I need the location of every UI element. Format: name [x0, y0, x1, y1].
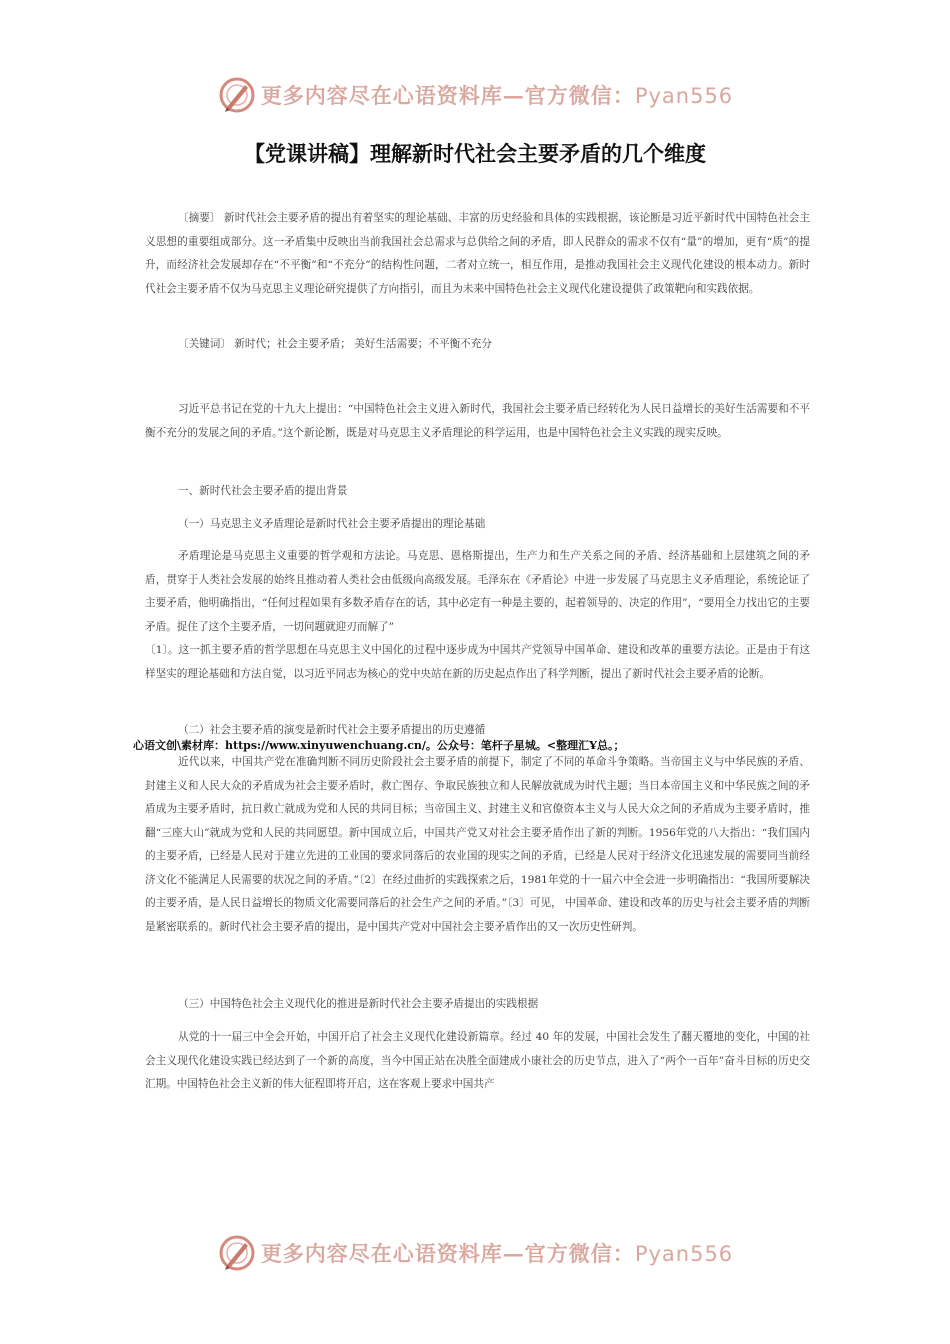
pen-circle-logo-icon [217, 1233, 257, 1273]
subsection-heading: （一）马克思主义矛盾理论是新时代社会主要矛盾提出的理论基础 [178, 518, 486, 530]
banner-text-cn: 更多内容尽在心语资料库—官方微信： [260, 1241, 635, 1266]
banner-text [261, 1238, 733, 1268]
banner-text-wechat: Pyan556 [634, 84, 734, 108]
footer-banner [0, 1228, 950, 1278]
watermark-text: 心语文创\素材库：https://www.xinyuwenchuang.cn/。公众号：笔杆子星城。<整理汇Ұ总。； [133, 739, 625, 752]
abstract-paragraph: 〔摘要〕 新时代社会主要矛盾的提出有着坚实的理论基础、丰富的历史经验和具体的实践根据，该论断是习近平新时代中国特色社会主义思想的重要组成部分。这一矛盾集中反映出当前我国社会总需求与总供给之间的矛盾，即人民群众的需求不仅有“量”的增加，更有“质”的提升，而经济社会发展却存在“不平衡”和“不充分”的结构性问题，二者对立统一，相互作用，是推动我国社会主义现代化建设的根本动力。新时代社会主要矛盾不仅为马克思主义理论研究提供了方向指引，而且为未来中国特色社会主义现代化建设提供了政策靶向和实践依据。 [145, 212, 810, 295]
body-paragraph: 从党的十一届三中全会开始，中国开启了社会主义现代化建设新篇章。经过 40 年的发展，中国社会发生了翻天覆地的变化，中国的社会主义现代化建设实践已经达到了一个新的高度，当今中国正站在决胜全面建成小康社会的历史节点，进入了“两个一百年”奋斗目标的历史交汇期。中国特色社会主义新的伟大征程即将开启，这在客观上要求中国共产 [145, 1031, 810, 1090]
body-paragraph: 矛盾理论是马克思主义重要的哲学观和方法论。马克思、恩格斯提出，生产力和生产关系之间的矛盾、经济基础和上层建筑之间的矛盾，贯穿于人类社会发展的始终且推动着人类社会由低级向高级发展。毛泽东在《矛盾论》中进一步发展了马克思主义矛盾理论，系统论证了主要矛盾，他明确指出，“任何过程如果有多数矛盾存在的话，其中必定有一种是主要的，起着领导的、决定的作用”，“要用全力找出它的主要矛盾。捉住了这个主要矛盾，一切问题就迎刃而解了” [145, 550, 810, 633]
banner-text [261, 80, 733, 110]
body-paragraph: 〔1〕。这一抓主要矛盾的哲学思想在马克思主义中国化的过程中逐步成为中国共产党领导中国革命、建设和改革的重要方法论。正是由于有这样坚实的理论基础和方法自觉，以习近平同志为核心的党中央站在新的历史起点作出了科学判断，提出了新时代社会主要矛盾的论断。 [145, 644, 810, 680]
banner-text-cn: 更多内容尽在心语资料库—官方微信： [260, 83, 635, 108]
subsection-heading: （三）中国特色社会主义现代化的推进是新时代社会主要矛盾提出的实践根据 [178, 998, 539, 1010]
subsection-heading: （二）社会主要矛盾的演变是新时代社会主要矛盾提出的历史遵循 [178, 724, 486, 736]
banner-text-wechat: Pyan556 [634, 1242, 734, 1266]
page-title: 【党课讲稿】理解新时代社会主要矛盾的几个维度 [244, 142, 706, 166]
section-heading: 一、新时代社会主要矛盾的提出背景 [178, 485, 348, 497]
keywords-paragraph: 〔关键词〕 新时代；社会主要矛盾； 美好生活需要；不平衡不充分 [178, 338, 492, 350]
body-paragraph: 近代以来，中国共产党在准确判断不同历史阶段社会主要矛盾的前提下，制定了不同的革命斗争策略。当帝国主义与中华民族的矛盾、封建主义和人民大众的矛盾成为社会主要矛盾时，救亡图存、争取民族独立和人民解放就成为时代主题；当日本帝国主义和中华民族之间的矛盾成为主要矛盾时，抗日救亡就成为党和人民的共同目标；当帝国主义、封建主义和官僚资本主义与人民大众之间的矛盾成为主要矛盾时，推翻“三座大山”就成为党和人民的共同愿望。新中国成立后，中国共产党又对社会主要矛盾作出了新的判断。1956年党的八大指出：“我们国内的主要矛盾，已经是人民对于建立先进的工业国的要求同落后的农业国的现实之间的矛盾，已经是人民对于经济文化迅速发展的需要同当前经济文化不能满足人民需要的状况之间的矛盾。”〔2〕在经过曲折的实践探索之后，1981年党的十一届六中全会进一步明确指出：“我国所要解决的主要矛盾，是人民日益增长的物质文化需要同落后的社会生产之间的矛盾。”〔3〕可见， 中国革命、建设和改革的历史与社会主要矛盾的判断是紧密联系的。新时代社会主要矛盾的提出，是中国共产党对中国社会主要矛盾作出的又一次历史性研判。 [145, 756, 810, 933]
header-banner [0, 70, 950, 120]
pen-circle-logo-icon [217, 75, 257, 115]
intro-paragraph: 习近平总书记在党的十九大上提出：“中国特色社会主义进入新时代，我国社会主要矛盾已经转化为人民日益增长的美好生活需要和不平衡不充分的发展之间的矛盾。”这个新论断，既是对马克思主义矛盾理论的科学运用，也是中国特色社会主义实践的现实反映。 [145, 403, 810, 439]
